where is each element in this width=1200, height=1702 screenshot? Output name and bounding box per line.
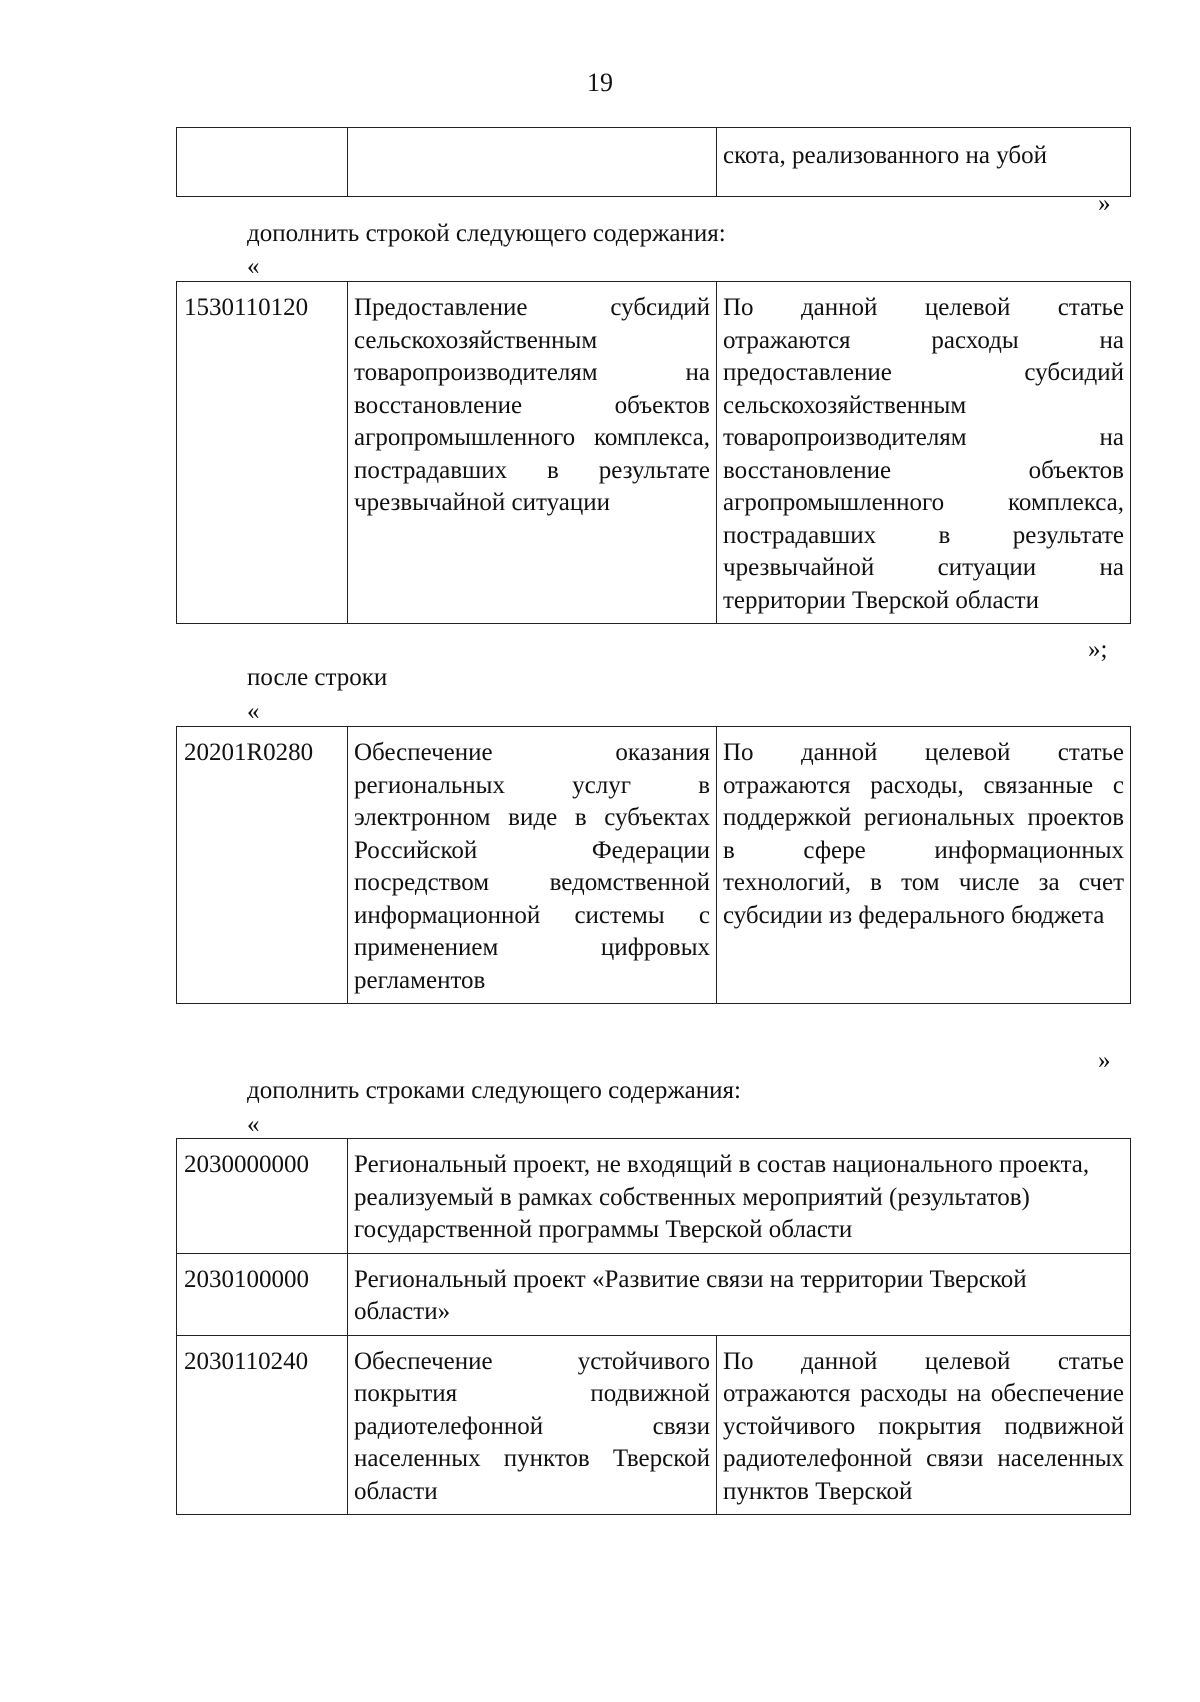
table-row: [177, 1253, 1131, 1335]
description-cell: По данной целевой статье отражаются расходы, связанные с поддержкой региональных проектов в сфере информационных технологий, в том числе за счет субсидии из федерального бюджета: [717, 727, 1131, 1004]
opening-quote: «: [247, 1111, 260, 1138]
closing-quote: »;: [1088, 636, 1108, 663]
table-insert-1530110120: [176, 281, 1131, 624]
instruction-text: дополнить строками следующего содержания:: [247, 1077, 741, 1104]
table-row: [177, 128, 1131, 197]
table-row: [177, 282, 1131, 624]
closing-quote: »: [1098, 190, 1111, 217]
name-cell: [348, 128, 717, 197]
instruction-text: после строки: [247, 664, 388, 691]
name-cell: Предоставление субсидий сельскохозяйственным товаропроизводителям на восстановление объектов агропромышленного комплекса, пострадавших в результате чрезвычайной ситуации: [348, 282, 717, 624]
table-row: [177, 727, 1131, 1004]
description-cell: скота, реализованного на убой: [717, 128, 1131, 197]
table-row: [177, 1139, 1131, 1254]
name-cell: Региональный проект, не входящий в состав национального проекта, реализуемый в рамках собственных мероприятий (результатов) государственной программы Тверской области: [348, 1139, 1131, 1254]
code-cell: 2030100000: [177, 1253, 348, 1335]
table-new-rows: [176, 1138, 1131, 1515]
description-cell: По данной целевой статье отражаются расходы на предоставление субсидий сельскохозяйственным товаропроизводителям на восстановление объектов агропромышленного комплекса, пострадавших в результате чрезвычайной ситуации на территории Тверской области: [717, 282, 1131, 624]
page-number: 19: [587, 68, 613, 97]
code-cell: [177, 128, 348, 197]
name-cell: Региональный проект «Развитие связи на территории Тверской области»: [348, 1253, 1131, 1335]
description-cell: По данной целевой статье отражаются расходы на обеспечение устойчивого покрытия подвижной радиотелефонной связи населенных пунктов Тверской: [717, 1335, 1131, 1515]
table-row: [177, 1335, 1131, 1515]
instruction-text: дополнить строкой следующего содержания:: [247, 220, 726, 247]
name-cell: Обеспечение оказания региональных услуг в электронном виде в субъектах Российской Федерации посредством ведомственной информационной системы с применением цифровых регламентов: [348, 727, 717, 1004]
name-cell: Обеспечение устойчивого покрытия подвижной радиотелефонной связи населенных пунктов Тверской области: [348, 1335, 717, 1515]
closing-quote: »: [1098, 1047, 1111, 1074]
code-cell: 2030110240: [177, 1335, 348, 1515]
opening-quote: «: [247, 253, 260, 280]
code-cell: 20201R0280: [177, 727, 348, 1004]
table-continuation: [176, 127, 1131, 197]
table-reference-20201R0280: [176, 726, 1131, 1004]
code-cell: 2030000000: [177, 1139, 348, 1254]
code-cell: 1530110120: [177, 282, 348, 624]
opening-quote: «: [247, 698, 260, 725]
